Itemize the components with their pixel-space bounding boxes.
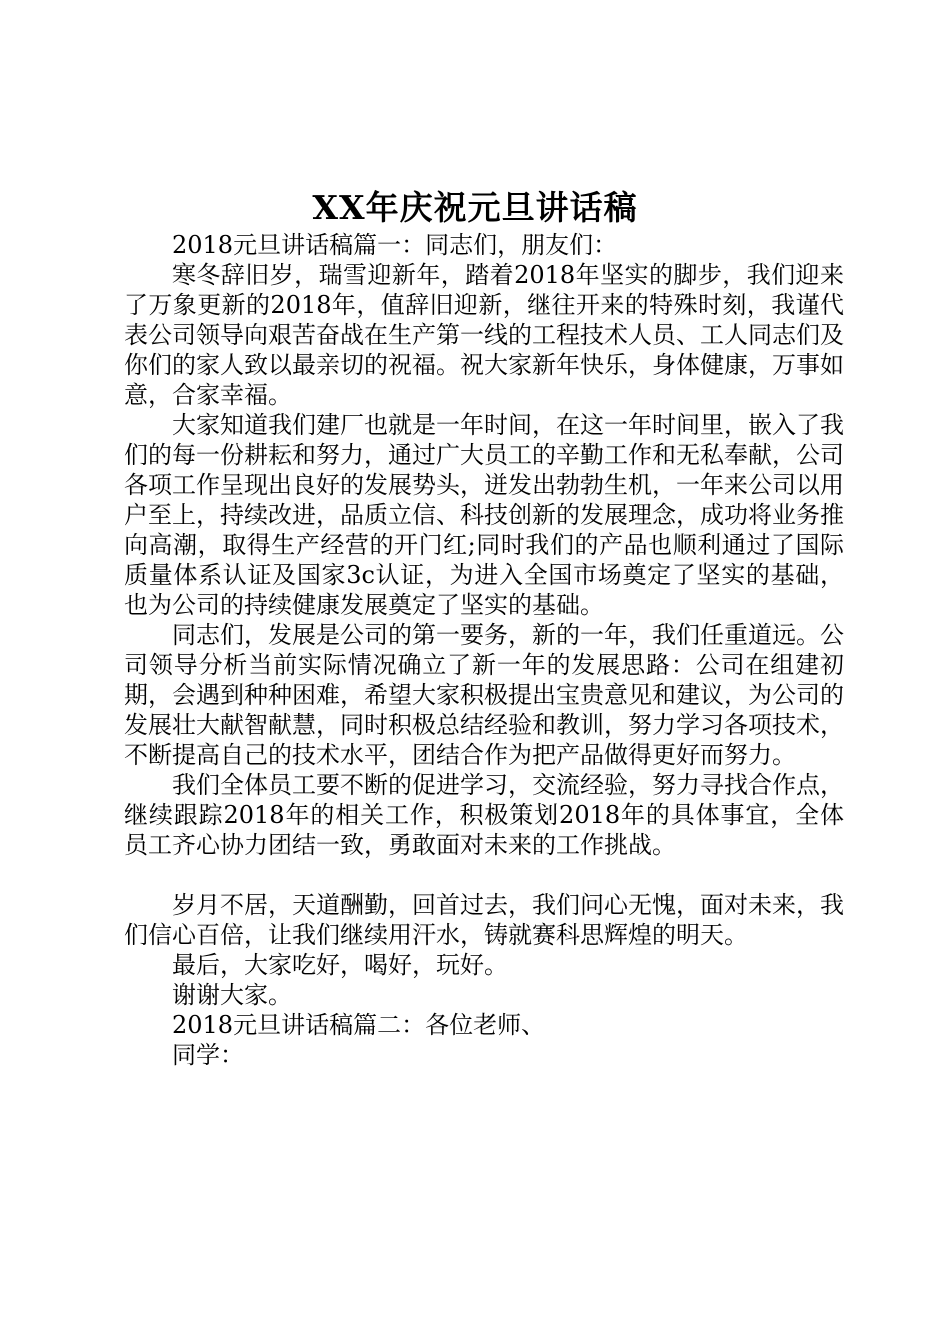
paragraph-salutation: 同学：: [172, 1041, 244, 1069]
document-body: [124, 230, 844, 1070]
paragraph-greeting: 寒冬辞旧岁，瑞雪迎新年，踏着2018年坚实的脚步，我们迎来了万象更新的2018年，值辞旧迎新，继往开来的特殊时刻，我谨代表公司领导向艰苦奋战在生产第一线的工程技术人员、工人同志们及你们的家人致以最亲切的祝福。祝大家新年快乐，身体健康，万事如意，合家幸福。: [124, 261, 844, 409]
document-title: XX年庆祝元旦讲话稿: [312, 188, 638, 227]
paragraph-review: 大家知道我们建厂也就是一年时间，在这一年时间里，嵌入了我们的每一份耕耘和努力，通过广大员工的辛勤工作和无私奉献，公司各项工作呈现出良好的发展势头，迸发出勃勃生机，一年来公司以用户至上，持续改进，品质立信、科技创新的发展理念，成功将业务推向高潮，取得生产经营的开门红;同时我们的产品也顺利通过了国际质量体系认证及国家3c认证，为进入全国市场奠定了坚实的基础，也为公司的持续健康发展奠定了坚实的基础。: [124, 411, 844, 619]
blank-line: [124, 860, 844, 890]
paragraph-heading-1: 2018元旦讲话稿篇一：同志们，朋友们：: [172, 231, 618, 259]
paragraph-development: 同志们，发展是公司的第一要务，新的一年，我们任重道远。公司领导分析当前实际情况确立了新一年的发展思路：公司在组建初期，会遇到种种困难，希望大家积极提出宝贵意见和建议，为公司的发展壮大献智献慧，同时积极总结经验和教训，努力学习各项技术，不断提高自己的技术水平，团结合作为把产品做得更好而努力。: [124, 621, 844, 769]
paragraph-heading-2: 2018元旦讲话稿篇二：各位老师、: [172, 1011, 546, 1039]
paragraph-closing: 最后，大家吃好，喝好，玩好。: [172, 951, 508, 979]
paragraph-future: 岁月不居，天道酬勤，回首过去，我们问心无愧，面对未来，我们信心百倍，让我们继续用汗水，铸就赛科思辉煌的明天。: [124, 891, 844, 949]
paragraph-thanks: 谢谢大家。: [172, 981, 292, 1009]
paragraph-staff: 我们全体员工要不断的促进学习，交流经验，努力寻找合作点，继续跟踪2018年的相关工作，积极策划2018年的具体事宜，全体员工齐心协力团结一致，勇敢面对未来的工作挑战。: [124, 771, 844, 859]
